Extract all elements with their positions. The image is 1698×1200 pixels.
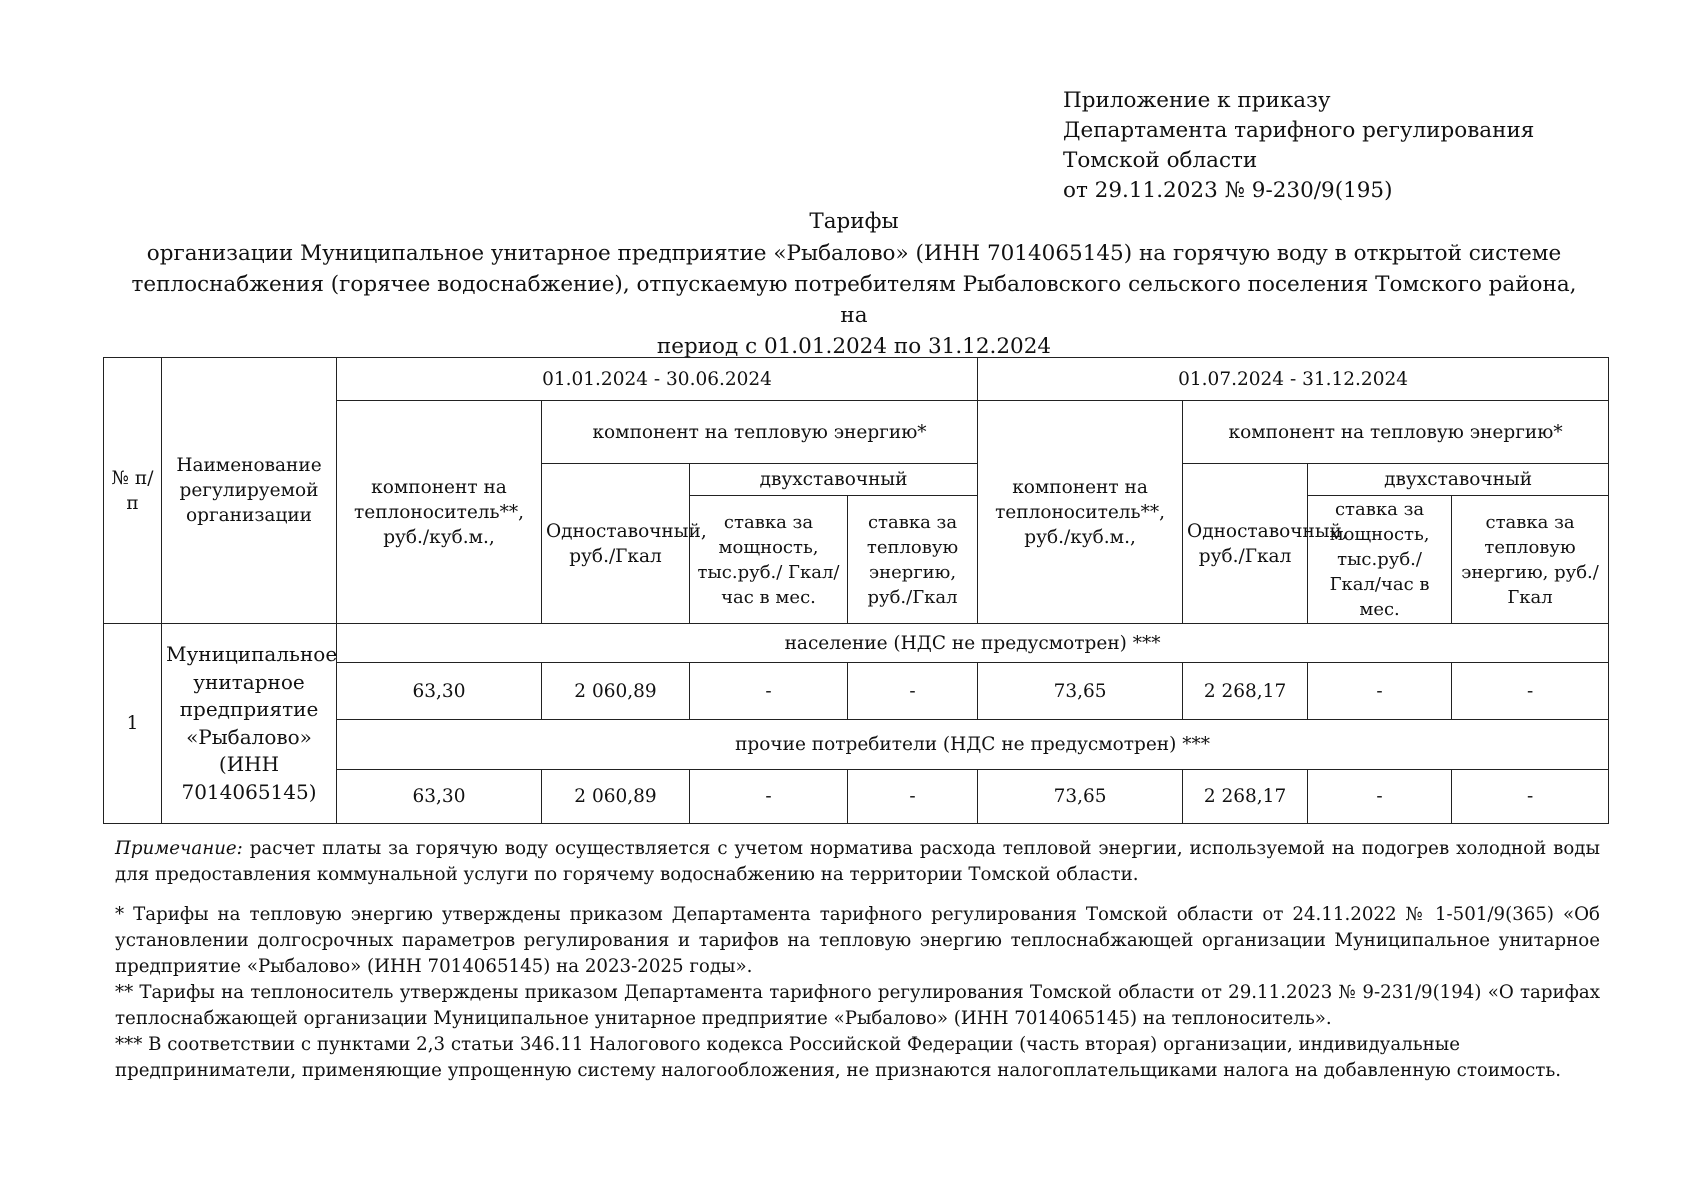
table-cell: - bbox=[848, 770, 978, 824]
table-cell: 2 060,89 bbox=[542, 663, 690, 720]
remark-text: расчет платы за горячую воду осуществляется с учетом норматива расхода тепловой энергии, используемой на подогрев холодной воды для предоставления коммунальной услуги по горячему водоснабжению на территории Томской области. bbox=[115, 838, 1600, 885]
single-rate-header-p2: Одноставочный, руб./Гкал bbox=[1183, 464, 1308, 624]
table-cell: - bbox=[1308, 663, 1452, 720]
title-line-1: организации Муниципальное унитарное предприятие «Рыбалово» (ИНН 7014065145) на горячую воду в открытой системе bbox=[146, 241, 1562, 266]
appendix-line-2: Департамента тарифного регулирования bbox=[1063, 118, 1535, 143]
organization-name: Муниципальное унитарное предприятие «Рыбалово» (ИНН 7014065145) bbox=[162, 624, 337, 824]
table-cell: - bbox=[1308, 770, 1452, 824]
footnote-2: ** Тарифы на теплоноситель утверждены приказом Департамента тарифного регулирования Томской области от 29.11.2023 № 9-231/9(194) «О тарифах теплоснабжающей организации Муниципальное унитарное предприятие «Рыбалово» (ИНН 7014065145) на теплоноситель». bbox=[115, 982, 1600, 1029]
document-title bbox=[130, 206, 1578, 362]
group-label-other-consumers: прочие потребители (НДС не предусмотрен) *** bbox=[337, 720, 1609, 770]
table-cell: 63,30 bbox=[337, 770, 542, 824]
footnote-1: * Тарифы на тепловую энергию утверждены приказом Департамента тарифного регулирования Томской области от 24.11.2022 № 1-501/9(365) «Об установлении долгосрочных параметров регулирования и тарифов на тепловую энергию теплоснабжающей организации Муниципальное унитарное предприятие «Рыбалово» (ИНН 7014065145) на 2023-2025 годы». bbox=[115, 904, 1600, 977]
appendix-line-1: Приложение к приказу bbox=[1063, 88, 1331, 113]
table-cell: - bbox=[690, 663, 848, 720]
table-cell: 2 268,17 bbox=[1183, 663, 1308, 720]
two-part-header-p1: двухставочный bbox=[690, 464, 978, 496]
table-cell: 73,65 bbox=[978, 663, 1183, 720]
table-cell: - bbox=[1452, 663, 1609, 720]
carrier-component-header-p1: компонент на теплоноситель**, руб./куб.м., bbox=[337, 401, 542, 624]
two-part-header-p2: двухставочный bbox=[1308, 464, 1609, 496]
table-cell: 63,30 bbox=[337, 663, 542, 720]
table-cell: - bbox=[848, 663, 978, 720]
energy-rate-header-p2: ставка за тепловую энергию, руб./Гкал bbox=[1452, 496, 1609, 624]
capacity-rate-header-p1: ставка за мощность, тыс.руб./ Гкал/час в мес. bbox=[690, 496, 848, 624]
energy-rate-header-p1: ставка за тепловую энергию, руб./Гкал bbox=[848, 496, 978, 624]
heat-component-header-p2: компонент на тепловую энергию* bbox=[1183, 401, 1609, 464]
heat-component-header-p1: компонент на тепловую энергию* bbox=[542, 401, 978, 464]
table-cell: 2 268,17 bbox=[1183, 770, 1308, 824]
title-line-3: период с 01.01.2024 по 31.12.2024 bbox=[656, 334, 1052, 359]
title-line-2: теплоснабжения (горячее водоснабжение), отпускаемую потребителям Рыбаловского сельского поселения Томского района, на bbox=[131, 272, 1577, 328]
group-label-population: население (НДС не предусмотрен) *** bbox=[337, 624, 1609, 663]
carrier-component-header-p2: компонент на теплоноситель**, руб./куб.м., bbox=[978, 401, 1183, 624]
appendix-header bbox=[1063, 86, 1534, 206]
capacity-rate-header-p2: ставка за мощность, тыс.руб./ Гкал/час в мес. bbox=[1308, 496, 1452, 624]
table-cell: 2 060,89 bbox=[542, 770, 690, 824]
title-heading: Тарифы bbox=[809, 209, 899, 234]
table-cell: 73,65 bbox=[978, 770, 1183, 824]
appendix-line-3: Томской области bbox=[1063, 148, 1258, 173]
remark-label: Примечание: bbox=[115, 838, 243, 859]
table-cell: - bbox=[1452, 770, 1609, 824]
footnotes bbox=[115, 902, 1600, 1084]
col-header-number: № п/п bbox=[104, 358, 162, 624]
table-cell: - bbox=[690, 770, 848, 824]
single-rate-header-p1: Одноставочный, руб./Гкал bbox=[542, 464, 690, 624]
period-1-header: 01.01.2024 - 30.06.2024 bbox=[337, 358, 978, 401]
remark-note bbox=[115, 836, 1600, 888]
appendix-line-4: от 29.11.2023 № 9-230/9(195) bbox=[1063, 178, 1393, 203]
row-number: 1 bbox=[104, 624, 162, 824]
footnote-3: *** В соответствии с пунктами 2,3 статьи 346.11 Налогового кодекса Российской Федерации (часть вторая) организации, индивидуальные предприниматели, применяющие упрощенную систему налогообложения, не признаются налогоплательщиками налога на добавленную стоимость. bbox=[115, 1034, 1562, 1081]
tariff-table bbox=[103, 357, 1609, 824]
col-header-organization: Наименование регулируемой организации bbox=[162, 358, 337, 624]
period-2-header: 01.07.2024 - 31.12.2024 bbox=[978, 358, 1609, 401]
